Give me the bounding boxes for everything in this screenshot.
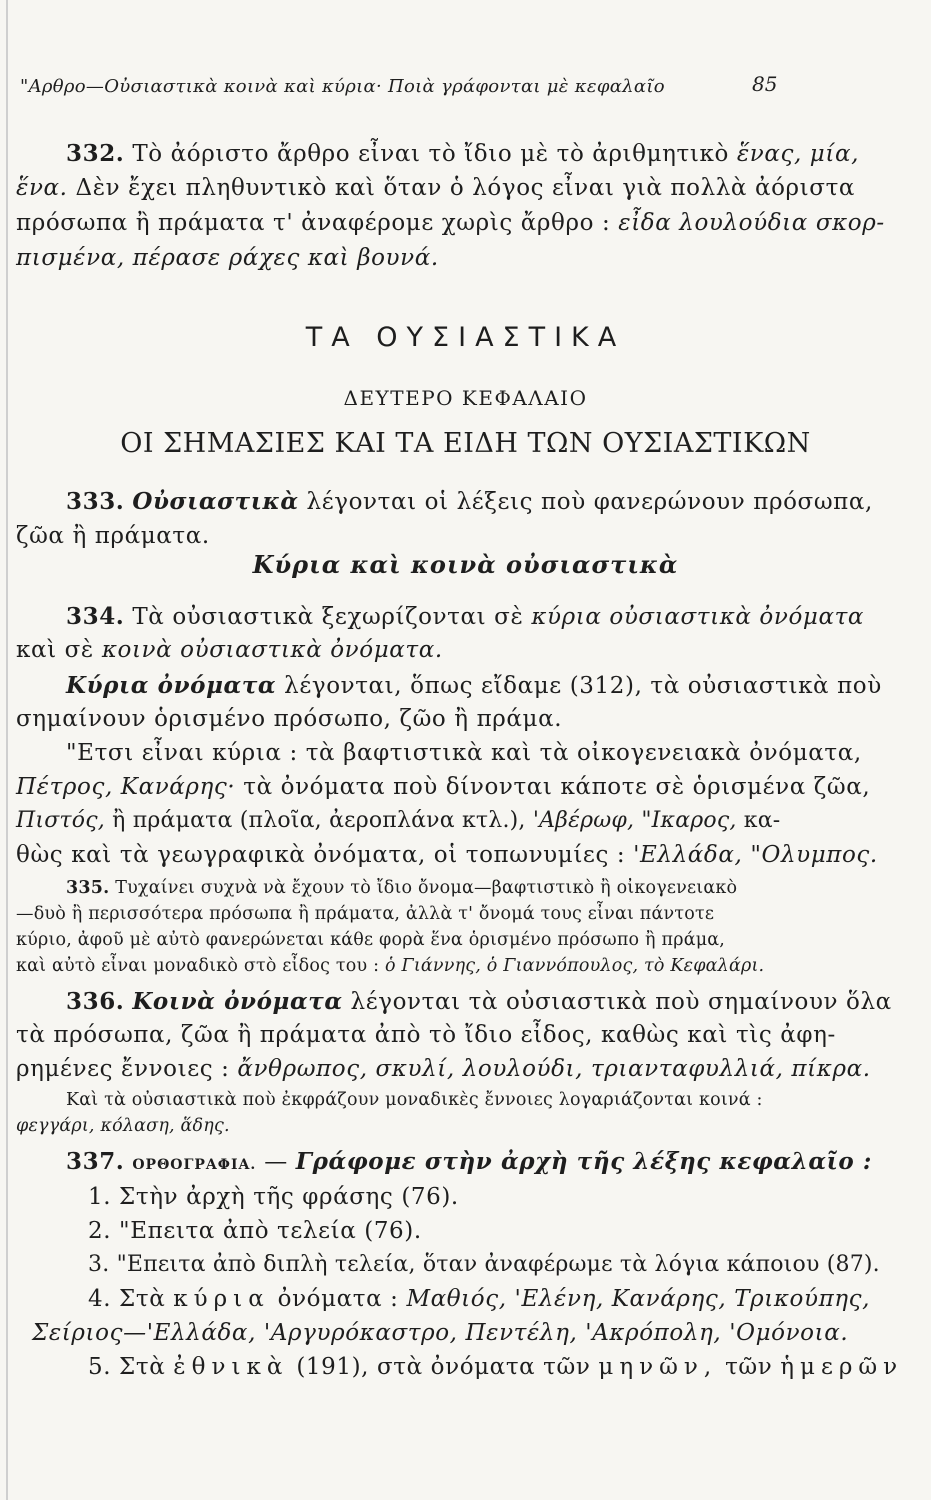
text: τὰ ὀνόματα ποὺ δίνονται κάποτε σὲ ὁρισμένα ζῶα, — [243, 774, 871, 800]
part-heading: ΤΑ ΟΥΣΙΑΣΤΙΚΑ — [305, 322, 626, 353]
text: κα- — [743, 808, 781, 833]
rule-item-4-line-1 — [88, 1286, 870, 1312]
example-text: κύρια οὐσιαστικὰ ὀνόματα — [531, 604, 865, 630]
para-332-line-3 — [16, 210, 885, 236]
page-gutter-edge — [6, 0, 8, 1500]
example-text: Μαθιός, 'Ελένη, Κανάρης, Τρικούπης, — [406, 1286, 871, 1312]
para-number: 336. — [66, 988, 125, 1015]
text: Τὰ οὐσιαστικὰ ξεχωρίζονται σὲ — [132, 604, 524, 630]
text: καὶ σὲ — [16, 637, 94, 663]
spaced-term: ἡμερῶν — [780, 1354, 904, 1380]
text: πρόσωπα ἢ πράματα τ' ἀναφέρομε χωρὶς ἄρθρο : — [16, 210, 611, 236]
para-332-line-2 — [16, 175, 855, 201]
para-336-note-line-2: φεγγάρι, κόλαση, ἅδης. — [16, 1116, 230, 1136]
rule-title: Γράφομε στὴν ἀρχὴ τῆς λέξης κεφαλαῖο : — [295, 1148, 873, 1175]
text: ὀνόματα : — [277, 1286, 399, 1312]
para-334-line-6 — [16, 774, 870, 800]
rule-item-4-line-2: Σείριος—'Ελλάδα, 'Αργυρόκαστρο, Πεντέλη, 'Ακρόπολη, 'Ομόνοια. — [32, 1320, 849, 1346]
example-text: ἄνθρωπος, σκυλί, λουλούδι, τριανταφυλλιά, πίκρα. — [237, 1056, 871, 1082]
example-text: ἕνα. — [16, 175, 68, 201]
para-332-line-4: πισμένα, πέρασε ράχες καὶ βουνά. — [16, 245, 439, 271]
text: ρημένες ἔννοιες : — [16, 1056, 230, 1082]
text: ἢ πράματα (πλοῖα, ἀεροπλάνα κτλ.), — [112, 808, 526, 833]
term: Οὐσιαστικὰ — [132, 488, 299, 515]
rule-item-2: 2. "Επειτα ἀπὸ τελεία (76). — [88, 1218, 422, 1244]
para-335-line-1 — [66, 878, 737, 898]
subheading: Κύρια καὶ κοινὰ οὐσιαστικὰ — [252, 550, 679, 579]
para-332-line-1 — [66, 140, 859, 167]
para-334-line-2 — [16, 637, 443, 663]
para-334-line-8 — [16, 842, 878, 868]
para-335-line-2: —δυὸ ἢ περισσότερα πρόσωπα ἢ πράματα, ἀλλὰ τ' ὄνομά τους εἶναι πάντοτε — [16, 904, 715, 924]
para-333-line-1 — [66, 488, 873, 515]
chapter-heading: ΔΕΥΤΕΡΟ ΚΕΦΑΛΑΙΟ — [343, 386, 588, 410]
para-number: 332. — [66, 140, 125, 167]
text: καὶ αὐτὸ εἶναι μοναδικὸ στὸ εἶδος του : — [16, 956, 380, 976]
para-334-line-4: σημαίνουν ὁρισμένο πρόσωπο, ζῶο ἢ πράμα. — [16, 706, 563, 732]
spaced-term: ἐθνικὰ — [173, 1354, 289, 1380]
text: τῶν — [725, 1354, 773, 1380]
spaced-term: κύρια — [173, 1286, 270, 1312]
para-number: 333. — [66, 488, 125, 515]
text: λέγονται οἱ λέξεις ποὺ φανερώνουν πρόσωπα, — [306, 489, 873, 515]
para-number: 337. — [66, 1148, 125, 1175]
para-336-note-line-1: Καὶ τὰ οὐσιαστικὰ ποὺ ἐκφράζουν μοναδικὲς ἔννοιες λογαριάζονται κοινά : — [66, 1090, 763, 1110]
text: (191), στὰ ὀνόματα τῶν — [296, 1354, 591, 1380]
para-number: 335. — [66, 878, 110, 898]
para-334-line-7 — [16, 808, 780, 833]
para-337-heading — [66, 1148, 872, 1175]
text: θὼς καὶ τὰ γεωγραφικὰ ὀνόματα, οἱ τοπωνυμίες : — [16, 842, 626, 868]
text: λέγονται, ὅπως εἴδαμε (312), τὰ οὐσιαστικὰ ποὺ — [284, 673, 882, 699]
example-text: Πιστός, — [16, 808, 105, 833]
running-header: "Αρθρο—Οὐσιαστικὰ κοινὰ καὶ κύρια· Ποιὰ γράφονται μὲ κεφαλαῖο — [20, 76, 665, 97]
rule-item-5 — [88, 1354, 903, 1380]
text: Τὸ ἀόριστο ἄρθρο εἶναι τὸ ἴδιο μὲ τὸ ἀριθμητικὸ — [132, 141, 729, 167]
text: Τυχαίνει συχνὰ νὰ ἔχουν τὸ ἴδιο ὄνομα—βαφτιστικὸ ἢ οἰκογενειακὸ — [115, 878, 738, 898]
page-number: 85 — [752, 72, 778, 96]
rule-item-1: 1. Στὴν ἀρχὴ τῆς φράσης (76). — [88, 1184, 459, 1210]
example-text: ὁ Γιάννης, ὁ Γιαννόπουλος, τὸ Κεφαλάρι. — [385, 956, 765, 976]
text: λέγονται τὰ οὐσιαστικὰ ποὺ σημαίνουν ὅλα — [350, 989, 892, 1015]
para-number: 334. — [66, 603, 125, 630]
term: Κύρια ὀνόματα — [66, 672, 277, 699]
example-text: κοινὰ οὐσιαστικὰ ὀνόματα. — [101, 637, 443, 663]
dash: — — [264, 1149, 288, 1175]
para-333-line-2: ζῶα ἢ πράματα. — [16, 523, 210, 549]
para-335-line-4 — [16, 956, 764, 976]
example-text: Πέτρος, Κανάρης· — [16, 774, 236, 800]
orthography-label: ΟΡΘΟΓΡΑΦΙΑ. — [132, 1157, 257, 1173]
text: Δὲν ἔχει πληθυντικὸ καὶ ὅταν ὁ λόγος εἶναι γιὰ πολλὰ ἀόριστα — [75, 175, 856, 201]
para-336-line-3 — [16, 1056, 871, 1082]
rule-item-3: 3. "Επειτα ἀπὸ διπλὴ τελεία, ὅταν ἀναφέρωμε τὰ λόγια κάποιου (87). — [88, 1252, 880, 1277]
para-336-line-2: τὰ πρόσωπα, ζῶα ἢ πράματα ἀπὸ τὸ ἴδιο εἶδος, καθὼς καὶ τὶς ἀφη- — [16, 1022, 836, 1048]
para-334-line-3 — [66, 672, 882, 699]
text: 5. Στὰ — [88, 1354, 166, 1380]
para-335-line-3: κύριο, ἀφοῦ μὲ αὐτὸ φανερώνεται κάθε φορὰ ἕνα ὁρισμένο πρόσωπο ἢ πράμα, — [16, 930, 726, 950]
example-text: 'Αβέρωφ, "Ικαρος, — [532, 808, 737, 833]
para-334-line-5: "Ετσι εἶναι κύρια : τὰ βαφτιστικὰ καὶ τὰ οἰκογενειακὰ ὀνόματα, — [66, 740, 862, 766]
spaced-term: μηνῶν, — [598, 1354, 718, 1380]
para-334-line-1 — [66, 603, 864, 630]
text: 4. Στὰ — [88, 1286, 166, 1312]
example-text: 'Ελλάδα, "Ολυμπος. — [633, 842, 878, 868]
example-text: ἕνας, μία, — [736, 141, 860, 167]
para-336-line-1 — [66, 988, 892, 1015]
chapter-title: ΟΙ ΣΗΜΑΣΙΕΣ ΚΑΙ ΤΑ ΕΙΔΗ ΤΩΝ ΟΥΣΙΑΣΤΙΚΩΝ — [120, 428, 811, 459]
example-text: εἶδα λουλούδια σκορ- — [618, 210, 885, 236]
term: Κοινὰ ὀνόματα — [132, 988, 343, 1015]
